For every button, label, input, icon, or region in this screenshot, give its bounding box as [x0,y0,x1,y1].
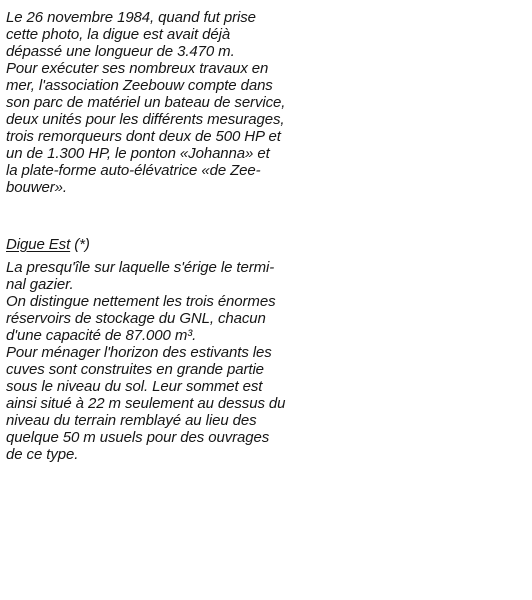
text-line: d'une capacité de 87.000 m³. [6,327,197,344]
text-line: cette photo, la digue est avait déjà [6,26,231,43]
text-line: un de 1.300 HP, le ponton «Johanna» et [6,145,270,162]
text-line: mer, l'association Zeebouw compte dans [6,77,273,94]
text-line: dépassé une longueur de 3.470 m. [6,43,235,60]
paragraph-digue-est [6,259,285,463]
text-line: trois remorqueurs dont deux de 500 HP et [6,128,281,145]
text-line: réservoirs de stockage du GNL, chacun [6,310,266,327]
text-line: Pour ménager l'horizon des estivants les [6,344,272,361]
text-line: son parc de matériel un bateau de service, [6,94,286,111]
text-line: ainsi situé à 22 m seulement au dessus du [6,395,286,412]
text-line: bouwer». [6,179,67,196]
text-line: deux unités pour les différents mesurages, [6,111,285,128]
paragraph-photo-description [6,9,285,196]
text-line: On distingue nettement les trois énormes [6,293,276,310]
text-line: Pour exécuter ses nombreux travaux en [6,60,269,77]
text-line: cuves sont construites en grande partie [6,361,264,378]
text-line: niveau du terrain remblayé au lieu des [6,412,257,429]
section-heading-title: Digue Est [6,236,71,253]
text-line: sous le niveau du sol. Leur sommet est [6,378,263,395]
text-line: de ce type. [6,446,79,463]
text-line: La presqu'île sur laquelle s'érige le termi- [6,259,275,276]
section-heading [6,236,90,253]
text-line: quelque 50 m usuels pour des ouvrages [6,429,270,446]
text-line: nal gazier. [6,276,74,293]
text-line: Le 26 novembre 1984, quand fut prise [6,9,256,26]
text-line: la plate-forme auto-élévatrice «de Zee- [6,162,261,179]
section-heading-footnote-mark: (*) [70,236,90,253]
